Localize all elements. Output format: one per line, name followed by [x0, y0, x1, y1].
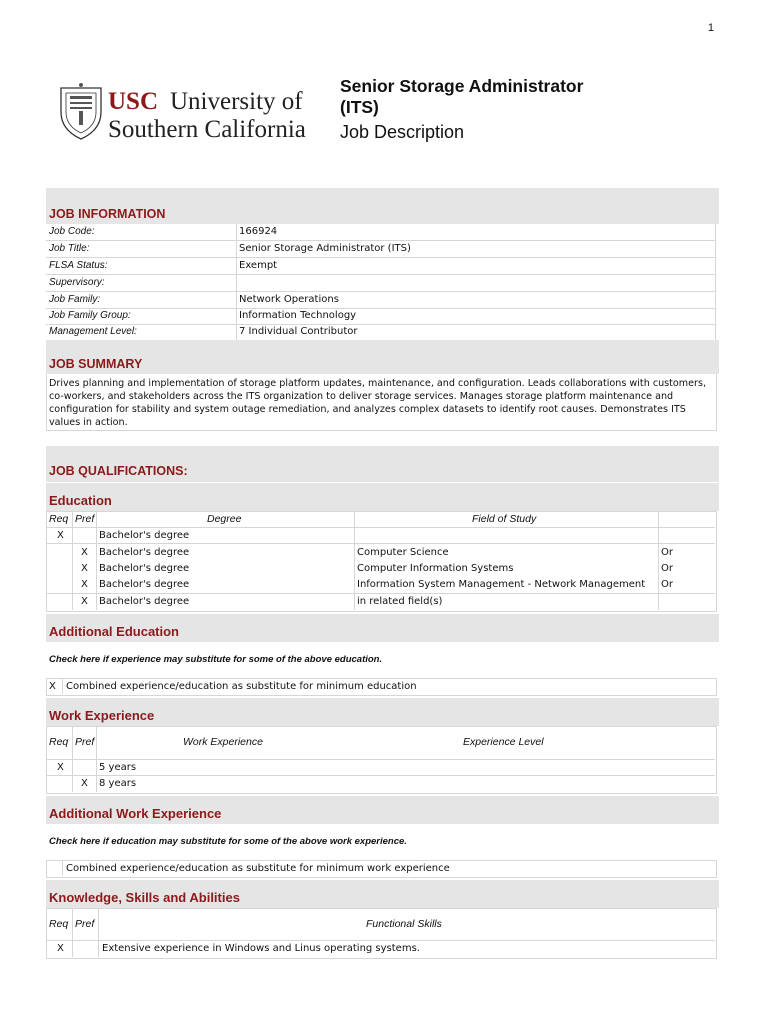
- edu-degree: Bachelor's degree: [99, 596, 190, 607]
- divider: [715, 224, 716, 340]
- edu-conj: Or: [661, 547, 673, 558]
- edu-field: Computer Science: [357, 547, 449, 558]
- info-value: Network Operations: [239, 294, 339, 305]
- edu-degree: Bachelor's degree: [99, 579, 190, 590]
- divider: [46, 527, 715, 528]
- job-summary-text: Drives planning and implementation of storage platform updates, maintenance, and configuration. Leads collaborations with customers, co-workers, and stakeholders across the ITS organization to deliver storage services. Manages storage platform maintenance and configuration for stability and system outage remediation, and analyzes complex datasets to identify root causes. Demonstrates ITS values in action.: [49, 378, 707, 428]
- we-years: 5 years: [99, 762, 137, 773]
- info-row: [46, 308, 715, 325]
- logo-line2: Southern California: [108, 116, 306, 142]
- page-number: 1: [707, 22, 714, 34]
- col-pref: Pref: [75, 513, 95, 525]
- ksa-heading: Knowledge, Skills and Abilities: [49, 890, 240, 905]
- info-label: Supervisory:: [49, 277, 105, 288]
- col-functional-skills: Functional Skills: [366, 918, 442, 930]
- divider: [62, 860, 63, 876]
- work-experience-heading: Work Experience: [49, 708, 155, 723]
- edu-pref: X: [81, 563, 88, 574]
- col-experience-level: Experience Level: [463, 736, 544, 748]
- edu-field: Computer Information Systems: [357, 563, 514, 574]
- divider: [46, 759, 715, 760]
- additional-work-experience-heading: Additional Work Experience: [49, 806, 222, 821]
- usc-logo: [58, 82, 328, 142]
- col-req: Req: [49, 918, 69, 930]
- edu-conj: Or: [661, 579, 673, 590]
- col-work-experience: Work Experience: [183, 736, 263, 748]
- info-row: [46, 324, 715, 341]
- col-pref: Pref: [75, 736, 95, 748]
- edu-field: Information System Management - Network Management: [357, 579, 646, 590]
- divider: [62, 678, 63, 694]
- info-value: Information Technology: [239, 310, 357, 321]
- edu-req: X: [57, 530, 64, 541]
- education-heading: Education: [49, 493, 112, 508]
- info-row: [46, 258, 715, 275]
- page-title: [340, 76, 583, 118]
- divider: [98, 908, 99, 957]
- edu-degree: Bachelor's degree: [99, 530, 190, 541]
- col-field-of-study: Field of Study: [472, 513, 537, 525]
- ksa-req: X: [57, 943, 64, 954]
- info-value: 166924: [239, 226, 278, 237]
- info-row: [46, 275, 715, 292]
- logo-usc: USC: [108, 88, 159, 115]
- we-pref: X: [81, 778, 88, 789]
- work-experience-table: [46, 726, 717, 794]
- divider: [46, 775, 715, 776]
- col-pref: Pref: [75, 918, 95, 930]
- title-line-1: Senior Storage Administrator: [340, 76, 584, 96]
- info-label: FLSA Status:: [49, 260, 108, 271]
- job-qualifications-heading: JOB QUALIFICATIONS:: [49, 464, 188, 478]
- info-label: Job Code:: [49, 226, 95, 237]
- divider: [96, 511, 97, 610]
- additional-education-note: Check here if experience may substitute for some of the above education.: [49, 654, 383, 665]
- ksa-text: Extensive experience in Windows and Linus operating systems.: [102, 943, 420, 954]
- divider: [46, 940, 715, 941]
- col-req: Req: [49, 513, 69, 525]
- job-information-heading: JOB INFORMATION: [49, 207, 166, 221]
- edu-degree: Bachelor's degree: [99, 547, 190, 558]
- info-value: Senior Storage Administrator (ITS): [239, 243, 411, 254]
- info-row: [46, 224, 715, 241]
- divider: [72, 511, 73, 610]
- substitute-text: Combined experience/education as substitute for minimum education: [66, 681, 417, 692]
- edu-pref: X: [81, 596, 88, 607]
- divider: [658, 511, 659, 610]
- col-req: Req: [49, 736, 69, 748]
- summary-box: [46, 374, 717, 431]
- additional-education-heading: Additional Education: [49, 624, 179, 639]
- info-row: [46, 292, 715, 309]
- divider: [354, 511, 355, 610]
- usc-seal-icon: [58, 82, 328, 142]
- info-value: 7 Individual Contributor: [239, 326, 358, 337]
- additional-work-experience-note: Check here if education may substitute for some of the above work experience.: [49, 836, 407, 847]
- we-years: 8 years: [99, 778, 137, 789]
- work-substitute-text: Combined experience/education as substitute for minimum work experience: [66, 863, 450, 874]
- info-row: [46, 241, 715, 258]
- info-label: Job Family Group:: [49, 310, 131, 321]
- info-label: Job Title:: [49, 243, 90, 254]
- we-req: X: [57, 762, 64, 773]
- substitute-checkbox[interactable]: X: [49, 681, 56, 692]
- edu-conj: Or: [661, 563, 673, 574]
- edu-pref: X: [81, 547, 88, 558]
- edu-field: in related field(s): [357, 596, 443, 607]
- divider: [46, 593, 715, 594]
- logo-line1: University of: [170, 88, 303, 115]
- edu-pref: X: [81, 579, 88, 590]
- title-line-2: (ITS): [340, 97, 379, 117]
- col-degree: Degree: [207, 513, 242, 525]
- info-label: Management Level:: [49, 326, 137, 337]
- job-summary-heading: JOB SUMMARY: [49, 357, 143, 371]
- info-label: Job Family:: [49, 294, 101, 305]
- education-band: [46, 483, 719, 511]
- job-summary-band: [46, 340, 719, 374]
- edu-degree: Bachelor's degree: [99, 563, 190, 574]
- page-subtitle: Job Description: [340, 122, 465, 142]
- divider: [46, 543, 715, 544]
- info-value: Exempt: [239, 260, 278, 271]
- divider: [72, 908, 73, 957]
